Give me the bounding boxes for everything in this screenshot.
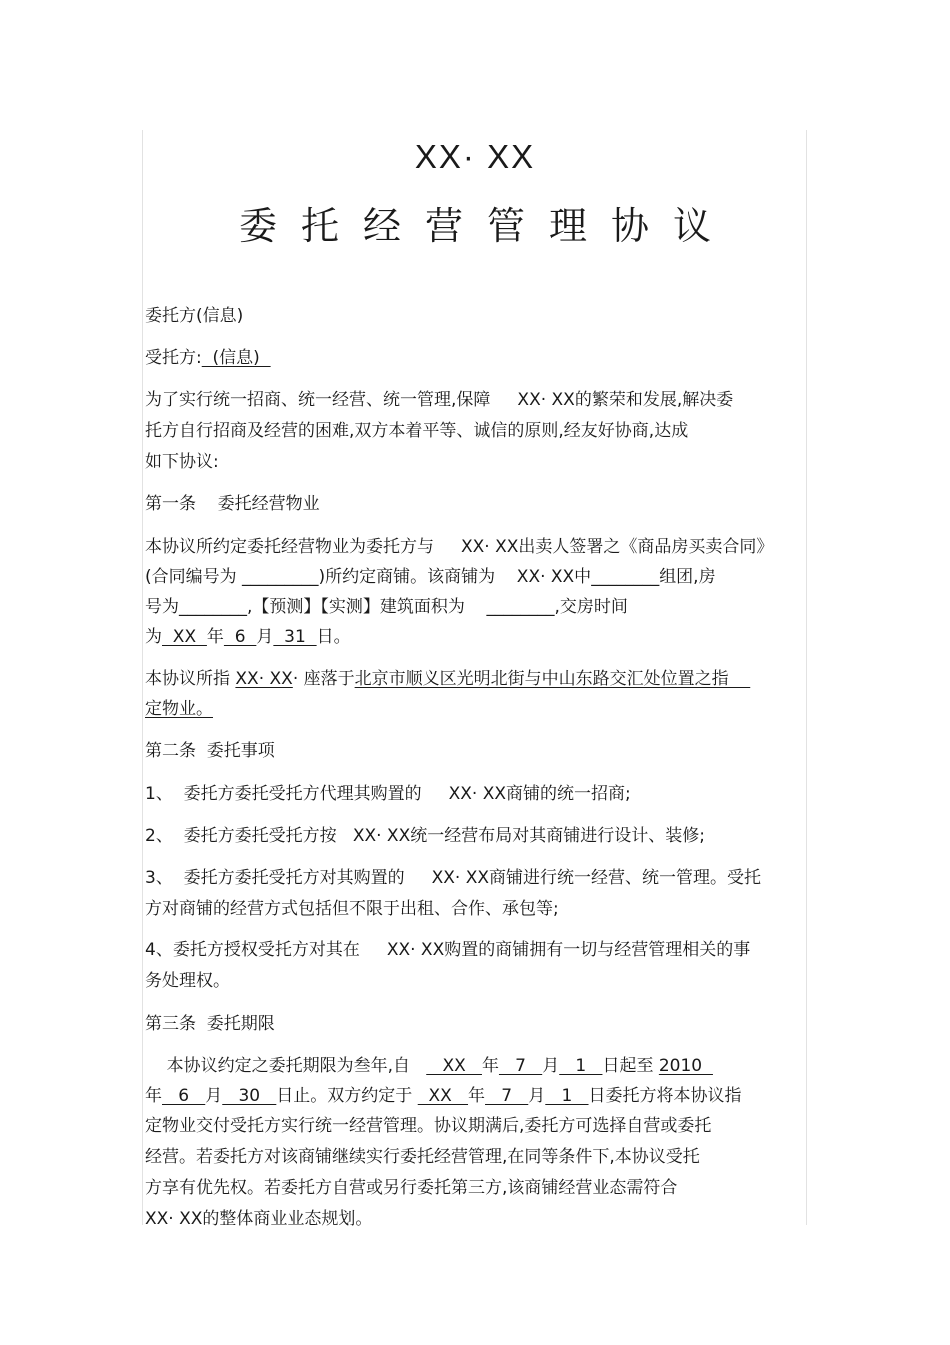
article-2-item-4-line-1: 4、委托方授权受托方对其在 XX· XX购置的商铺拥有一切与经营管理相关的事 — [145, 940, 751, 960]
text: 号为 — [145, 597, 179, 617]
text: 月 — [256, 627, 274, 647]
delivery-day: 1 — [545, 1086, 589, 1106]
intro-line-2: 托方自行招商及经营的困难,双方本着平等、诚信的原则,经友好协商,达成 — [145, 421, 689, 441]
article-3-heading: 第三条 委托期限 — [145, 1014, 275, 1034]
entrustor-line: 委托方(信息) — [145, 306, 244, 326]
text: ,交房时间 — [554, 597, 628, 617]
text: 月 — [205, 1086, 223, 1106]
end-month: 6 — [162, 1086, 206, 1106]
article-2-heading: 第二条 委托事项 — [145, 741, 275, 761]
handover-month: 6 — [223, 627, 257, 647]
article-2-item-2: 2、 委托方委托受托方按 XX· XX统一经营布局对其商铺进行设计、装修; — [145, 826, 705, 846]
group-blank: ________ — [591, 567, 660, 587]
article-2-item-3-line-2: 方对商铺的经营方式包括但不限于出租、合作、承包等; — [145, 899, 559, 919]
text: ,【预测】【实测】建筑面积为 — [247, 597, 487, 617]
contract-number-blank: _________ — [242, 567, 319, 587]
article-1-p2-line-1 — [145, 668, 750, 690]
text: 本协议约定之委托期限为叁年,自 — [145, 1056, 427, 1076]
text: 本协议所指 — [145, 669, 236, 689]
property-location: 北京市顺义区光明北街与中山东路交汇处位置之指 — [354, 669, 751, 689]
article-2-item-3-line-1: 3、 委托方委托受托方对其购置的 XX· XX商铺进行统一经营、统一管理。受托 — [145, 868, 762, 888]
article-1-p1-line-3 — [145, 596, 628, 618]
handover-day: 31 — [273, 627, 317, 647]
article-3-line-2 — [145, 1085, 742, 1107]
article-3-line-3: 定物业交付受托方实行统一经营管理。协议期满后,委托方可选择自营或委托 — [145, 1116, 712, 1136]
article-3-line-4: 经营。若委托方对该商铺继续实行委托经营管理,在同等条件下,本协议受托 — [145, 1147, 700, 1167]
text: 年 — [468, 1086, 486, 1106]
page-border-right — [806, 130, 807, 1225]
text: 日起至 — [602, 1056, 659, 1076]
intro-line-3: 如下协议: — [145, 452, 219, 472]
article-3-line-5: 方享有优先权。若委托方自营或另行委托第三方,该商铺经营业态需符合 — [145, 1178, 678, 1198]
end-year: 2010 — [658, 1056, 713, 1076]
trustee-label: 受托方: — [145, 348, 202, 368]
article-1-p2-line-2 — [145, 698, 213, 720]
text: (合同编号为 — [145, 567, 243, 587]
text: 年 — [481, 1056, 499, 1076]
document-title-name: XX· XX — [414, 138, 536, 175]
text: 日委托方将本协议指 — [588, 1086, 742, 1106]
article-2-item-4-line-2: 务处理权。 — [145, 971, 230, 991]
area-blank: ________ — [486, 597, 555, 617]
text: )所约定商铺。该商铺为 XX· XX中 — [318, 567, 592, 587]
article-1-heading: 第一条 委托经营物业 — [145, 494, 320, 514]
page-border-left — [142, 130, 143, 1225]
start-day: 1 — [559, 1056, 603, 1076]
document-title: 委托经营管理协议 — [238, 204, 735, 248]
end-day: 30 — [222, 1086, 277, 1106]
trustee-line — [145, 347, 271, 369]
handover-year: XX — [162, 627, 207, 647]
article-1-p1-line-1: 本协议所约定委托经营物业为委托方与 XX· XX出卖人签署之《商品房买卖合同》 — [145, 537, 774, 557]
property-location-end: 定物业。 — [145, 699, 213, 719]
room-number-blank: ________ — [179, 597, 247, 617]
trustee-value: (信息) — [201, 348, 271, 368]
text: 月 — [528, 1086, 546, 1106]
article-1-p1-line-2 — [145, 566, 716, 588]
article-3-line-6: XX· XX的整体商业业态规划。 — [145, 1209, 373, 1229]
property-name: XX· XX — [235, 669, 293, 689]
text: · 座落于 — [292, 669, 355, 689]
delivery-month: 7 — [485, 1086, 529, 1106]
start-year: XX — [426, 1056, 482, 1076]
text: 日。 — [316, 627, 351, 647]
text: 年 — [206, 627, 224, 647]
text: 日止。双方约定于 — [276, 1086, 418, 1106]
delivery-year: XX — [417, 1086, 469, 1106]
text: 组团,房 — [659, 567, 716, 587]
article-3-line-1 — [145, 1055, 713, 1077]
article-2-item-1: 1、 委托方委托受托方代理其购置的 XX· XX商铺的统一招商; — [145, 784, 631, 804]
text: 为 — [145, 627, 162, 647]
text: 年 — [145, 1086, 162, 1106]
article-1-p1-line-4 — [145, 626, 351, 648]
text: 月 — [542, 1056, 560, 1076]
intro-line-1: 为了实行统一招商、统一经营、统一管理,保障 XX· XX的繁荣和发展,解决委 — [145, 390, 734, 410]
start-month: 7 — [498, 1056, 543, 1076]
